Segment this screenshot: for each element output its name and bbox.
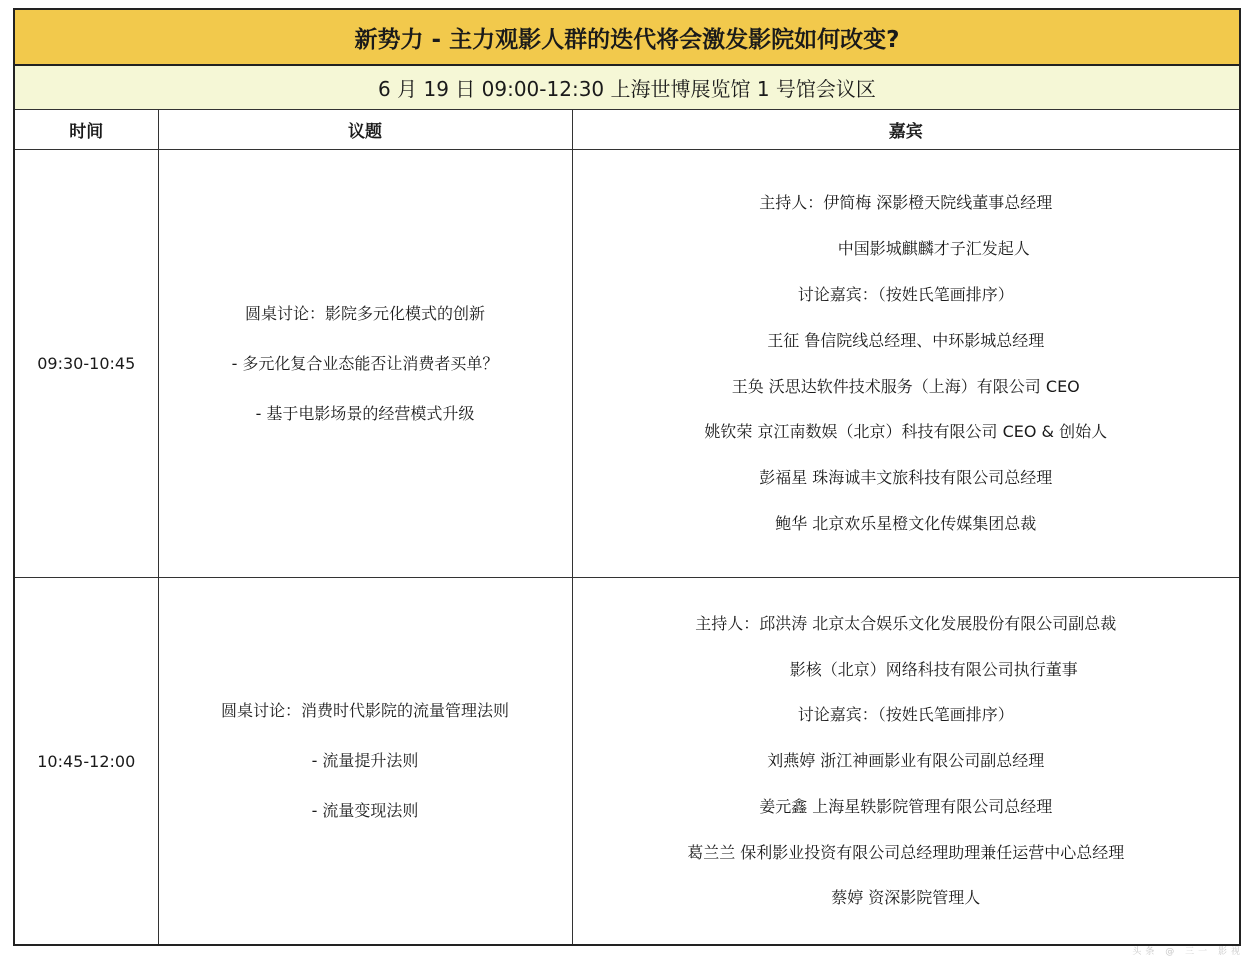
table-header-row: [15, 110, 1239, 150]
guest-item: 主持人：伊简梅 深影橙天院线董事总经理: [759, 193, 1053, 213]
session-time: 10:45-12:00: [15, 578, 158, 945]
guest-item: 葛兰兰 保利影业投资有限公司总经理助理兼任运营中心总经理: [687, 842, 1125, 862]
guest-item: 讨论嘉宾：（按姓氏笔画排序）: [797, 284, 1014, 304]
guest-item: 中国影城麒麟才子汇发起人: [837, 239, 1030, 259]
guest-item: 主持人：邱洪涛 北京太合娱乐文化发展股份有限公司副总裁: [695, 613, 1117, 633]
guest-item: 蔡婷 资深影院管理人: [831, 888, 981, 908]
guest-item: 讨论嘉宾：（按姓氏笔画排序）: [797, 705, 1014, 725]
topic-item: 圆桌讨论：影院多元化模式的创新: [244, 303, 485, 323]
agenda-date-venue: 6 月 19 日 09:00-12:30 上海世博展览馆 1 号馆会议区: [15, 66, 1239, 110]
agenda-table: [15, 110, 1239, 944]
guest-item: 刘燕婷 浙江神画影业有限公司副总经理: [767, 751, 1045, 771]
topic-item: - 基于电影场景的经营模式升级: [255, 403, 475, 423]
guest-item: 影核（北京）网络科技有限公司执行董事: [789, 659, 1078, 679]
session-time: 09:30-10:45: [15, 150, 158, 578]
guest-item: 王征 鲁信院线总经理、中环影城总经理: [767, 330, 1045, 350]
agenda-title: 新势力 - 主力观影人群的迭代将会激发影院如何改变?: [15, 10, 1239, 66]
table-row: [15, 578, 1239, 945]
watermark-text: 头条 @ 三一 影视: [1132, 947, 1244, 957]
guest-item: 彭福星 珠海诚丰文旅科技有限公司总经理: [759, 468, 1053, 488]
guest-item: 姚钦荣 京江南数娱（北京）科技有限公司 CEO & 创始人: [704, 422, 1108, 442]
session-guests: [572, 150, 1239, 578]
guest-item: 王奂 沃思达软件技术服务（上海）有限公司 CEO: [731, 376, 1080, 396]
session-topics: [158, 150, 572, 578]
column-header-time: 时间: [15, 110, 158, 150]
guest-item: 姜元鑫 上海星轶影院管理有限公司总经理: [759, 796, 1053, 816]
topic-item: 圆桌讨论：消费时代影院的流量管理法则: [220, 701, 509, 720]
topic-item: - 流量变现法则: [311, 801, 419, 820]
topic-item: - 流量提升法则: [311, 751, 419, 770]
table-row: [15, 150, 1239, 578]
topic-item: - 多元化复合业态能否让消费者买单？: [231, 353, 499, 373]
guest-item: 鲍华 北京欢乐星橙文化传媒集团总裁: [775, 513, 1037, 533]
column-header-topic: 议题: [158, 110, 572, 150]
session-topics: [158, 578, 572, 945]
agenda-sheet: [13, 8, 1241, 946]
session-guests: [572, 578, 1239, 945]
column-header-guests: 嘉宾: [572, 110, 1239, 150]
